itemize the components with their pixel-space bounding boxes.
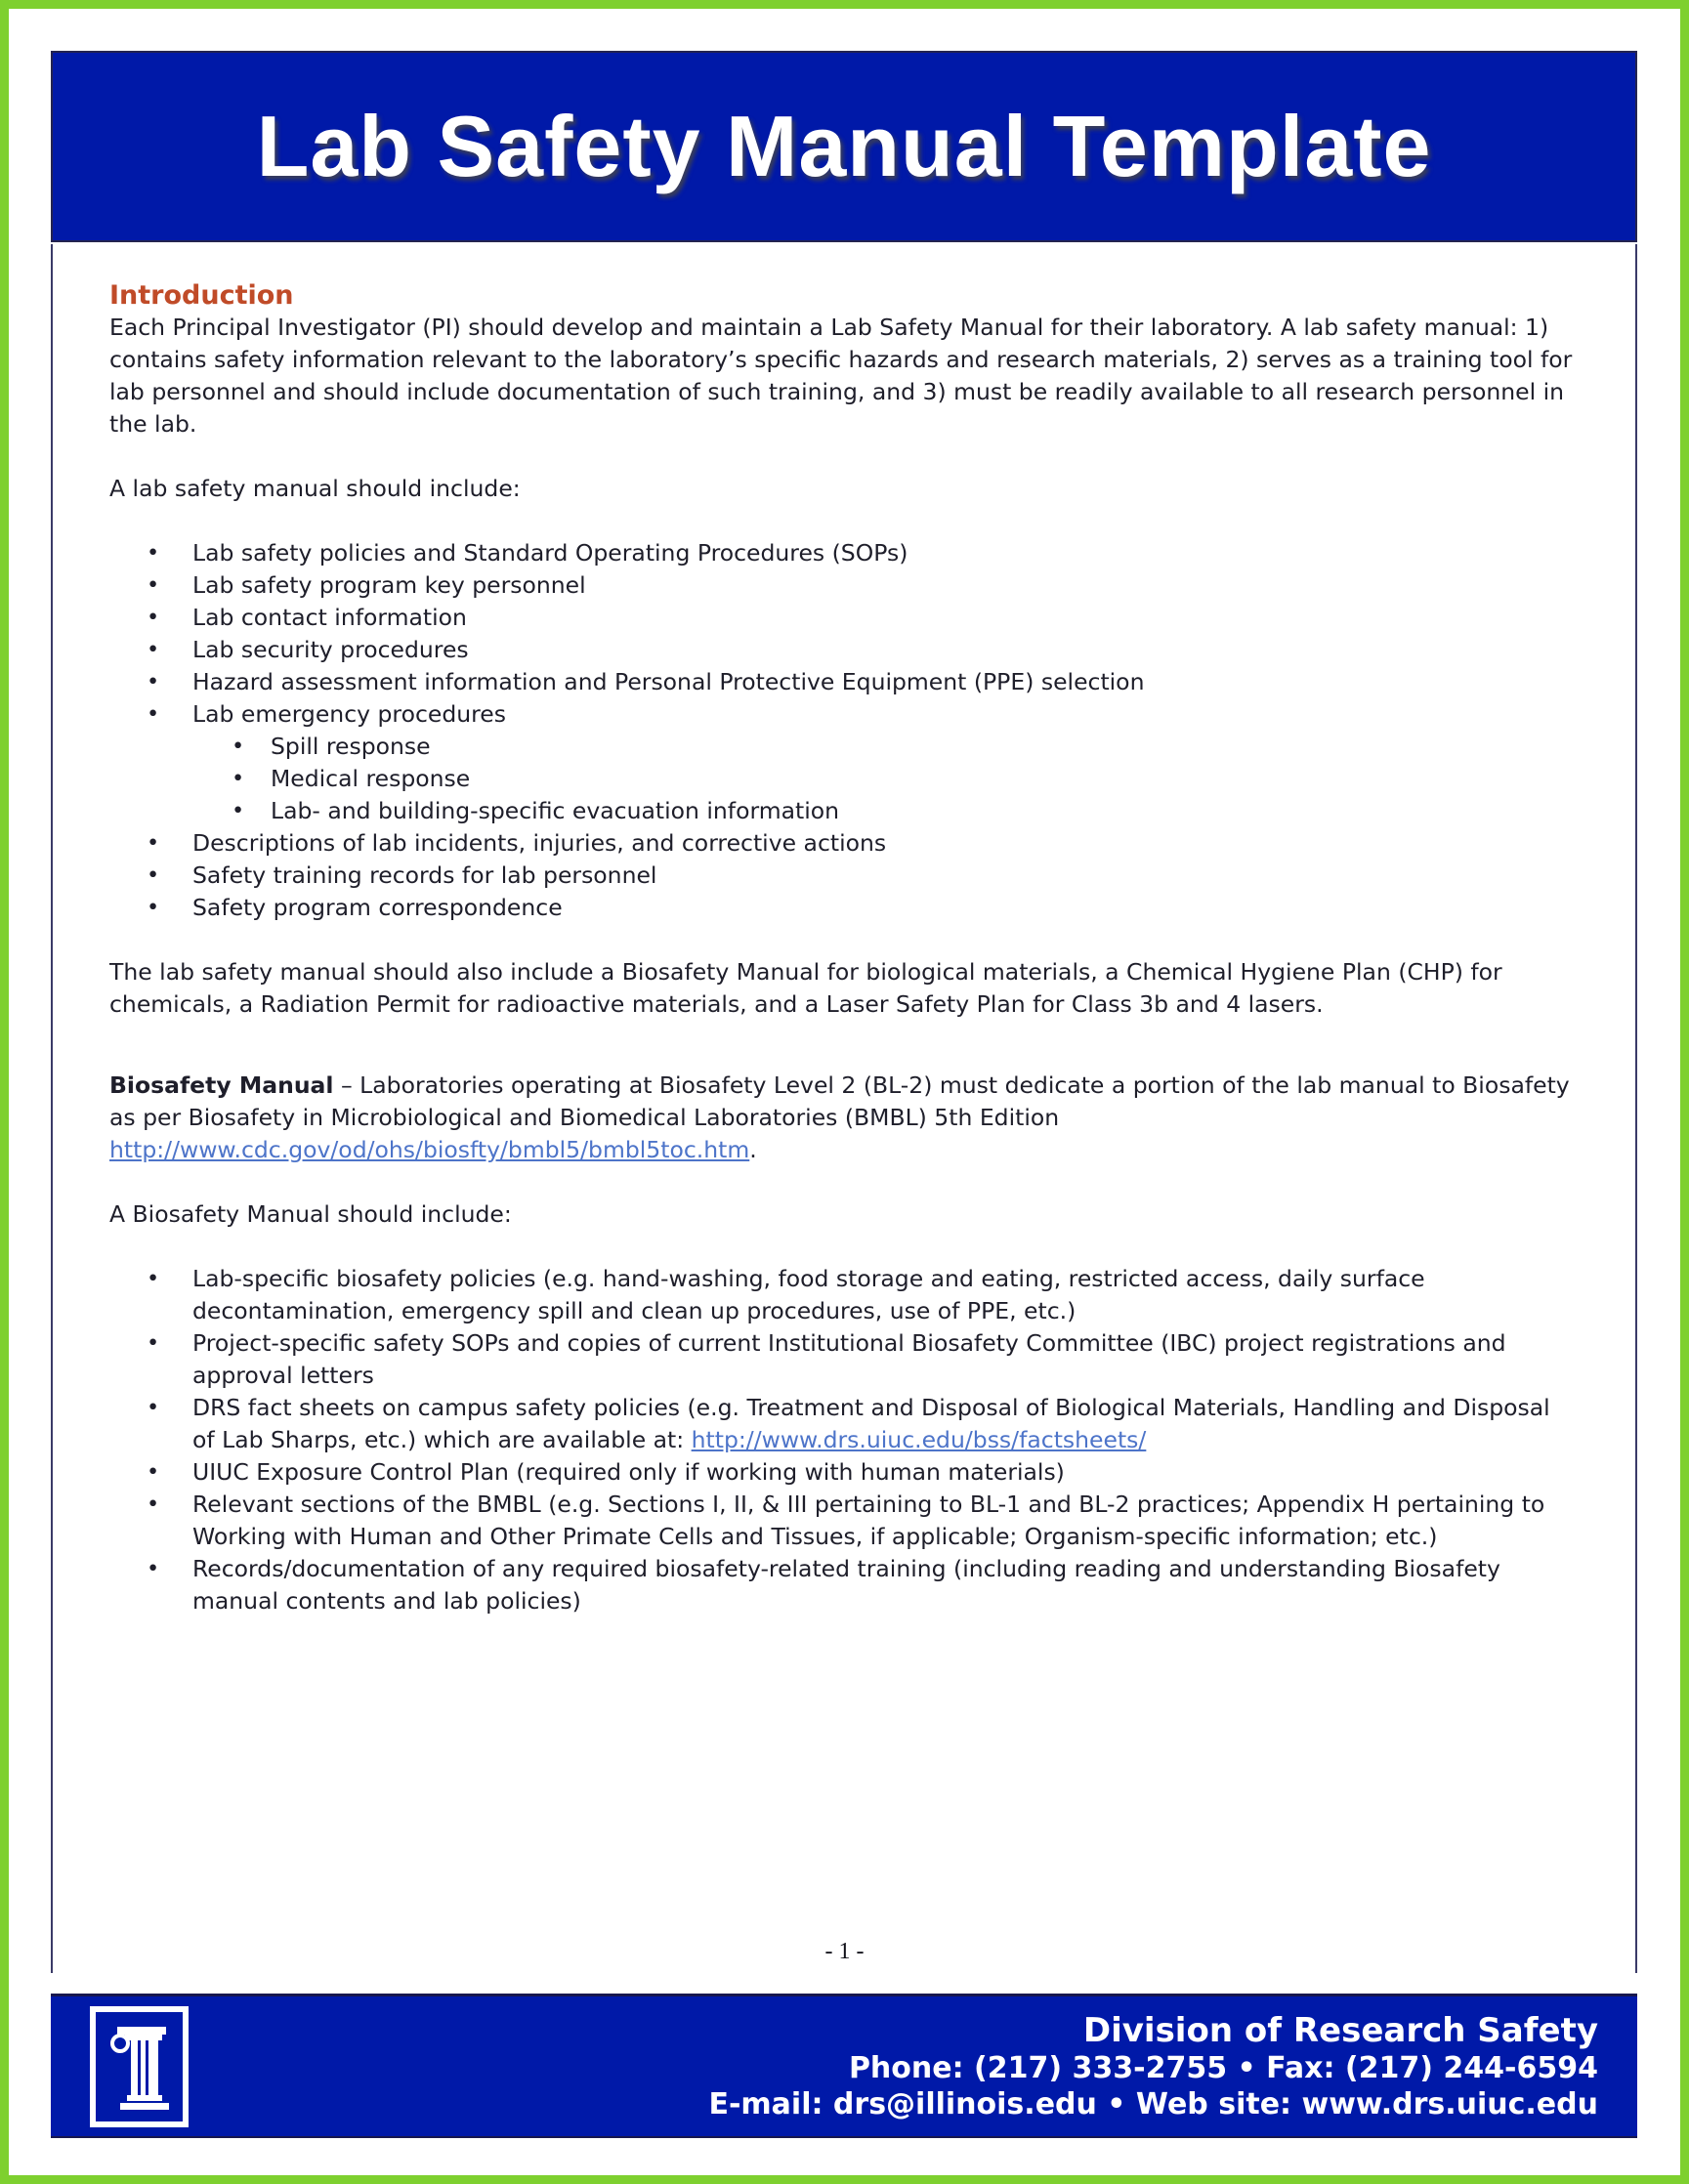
spacer [109,441,1577,473]
list-item [192,666,1577,698]
biosafety-list [109,1263,1577,1617]
list-item-text: Safety program correspondence [192,894,563,921]
spacer [109,505,1577,537]
list-item [192,860,1577,892]
list-item [192,569,1577,602]
list-item-text: Project-specific safety SOPs and copies of current Institutional Biosafety Committee (IBC) project registrations and approval letters [192,1329,1506,1389]
list-item-text: Lab contact information [192,604,467,631]
spacer [109,1231,1577,1263]
page-number: - 1 - [824,1939,865,1964]
emergency-sublist [192,731,1577,827]
list-item [192,1553,1577,1617]
list-item [271,795,1577,827]
list-item [192,698,1577,827]
document-body [51,244,1637,1973]
list-item-text: Spill response [271,733,431,760]
introduction-paragraph: Each Principal Investigator (PI) should develop and maintain a Lab Safety Manual for their laboratory. A lab safety manual: 1) contains safety information relevant to the laboratory’s specific hazards and research materials, 2) serves as a training tool for lab personnel and should include documentation of such training, and 3) must be readily available to all research personnel in the lab. [109,314,1573,438]
header-banner [51,51,1637,242]
footer-banner [51,1994,1637,2138]
spacer [109,1166,1577,1198]
spacer [109,1021,1577,1070]
biosafety-text: – Laboratories operating at Biosafety Level 2 (BL-2) must dedicate a portion of the lab manual to Biosafety as per Biosafety in Microbiological and Biomedical Laboratories (BMBL) 5th Edition [109,1071,1570,1131]
lab-manual-list-intro: A lab safety manual should include: [109,475,521,502]
list-item [192,892,1577,924]
list-item-text: Medical response [271,765,471,792]
list-item [192,1327,1577,1392]
lab-manual-list [109,537,1577,924]
drs-factsheets-link[interactable]: http://www.drs.uiuc.edu/bss/factsheets/ [691,1426,1147,1453]
biosafety-period: . [749,1136,757,1163]
list-item-text: Lab emergency procedures [192,700,506,728]
footer-phone-fax: Phone: (217) 333-2755 • Fax: (217) 244-6594 [848,2050,1598,2085]
list-item-text: Lab safety program key personnel [192,571,586,599]
list-item-text: Records/documentation of any required biosafety-related training (including reading and understanding Biosafety manual contents and lab policies) [192,1555,1500,1615]
list-item [192,602,1577,634]
list-item-text: Descriptions of lab incidents, injuries, and corrective actions [192,829,887,857]
list-item-text: UIUC Exposure Control Plan (required only if working with human materials) [192,1458,1065,1486]
list-item-text: Safety training records for lab personnel [192,861,657,889]
footer-email-web: E-mail: drs@illinois.edu • Web site: www.drs.uiuc.edu [708,2086,1598,2121]
list-item-text: Lab safety policies and Standard Operating Procedures (SOPs) [192,539,908,567]
list-item [192,537,1577,569]
list-item-text: Lab- and building-specific evacuation information [271,797,840,824]
list-item [192,634,1577,666]
list-item [271,731,1577,763]
biosafety-list-intro: A Biosafety Manual should include: [109,1200,512,1228]
list-item [192,827,1577,860]
list-item-text: Lab-specific biosafety policies (e.g. hand-washing, food storage and eating, restricted access, daily surface decontamination, emergency spill and clean up procedures, use of PPE, etc.) [192,1265,1425,1324]
biosafety-lead: Biosafety Manual [109,1071,334,1099]
list-item [271,763,1577,795]
list-item-text: DRS fact sheets on campus safety policies (e.g. Treatment and Disposal of Biological Materials, Handling and Disposal of Lab Sharps, etc.) which are available at: [192,1394,1550,1453]
biosafety-paragraph [109,1070,1577,1166]
list-item-text: Hazard assessment information and Personal Protective Equipment (PPE) selection [192,668,1145,695]
spacer [109,924,1577,956]
list-item [192,1263,1577,1327]
uiuc-column-logo [88,2005,190,2128]
also-include-paragraph: The lab safety manual should also include a Biosafety Manual for biological materials, a Chemical Hygiene Plan (CHP) for chemicals, a Radiation Permit for radioactive materials, and a Laser Safety Plan for Class 3b and 4 lasers. [109,958,1502,1018]
introduction-heading: Introduction [109,280,294,311]
footer-org-name: Division of Research Safety [1082,2010,1598,2050]
list-item-text: Lab security procedures [192,636,469,663]
footer-contact-block [708,2011,1598,2122]
page-title: Lab Safety Manual Template [256,98,1432,194]
cdc-bmbl-link[interactable]: http://www.cdc.gov/od/ohs/biosfty/bmbl5/bmbl5toc.htm [109,1136,750,1163]
list-item [192,1456,1577,1489]
list-item-text: Relevant sections of the BMBL (e.g. Sections I, II, & III pertaining to BL-1 and BL-2 practices; Appendix H pertaining to Working with Human and Other Primate Cells and Tissues, if applicable; Organism-specific information; etc.) [192,1491,1545,1550]
list-item [192,1392,1577,1456]
list-item [192,1489,1577,1553]
